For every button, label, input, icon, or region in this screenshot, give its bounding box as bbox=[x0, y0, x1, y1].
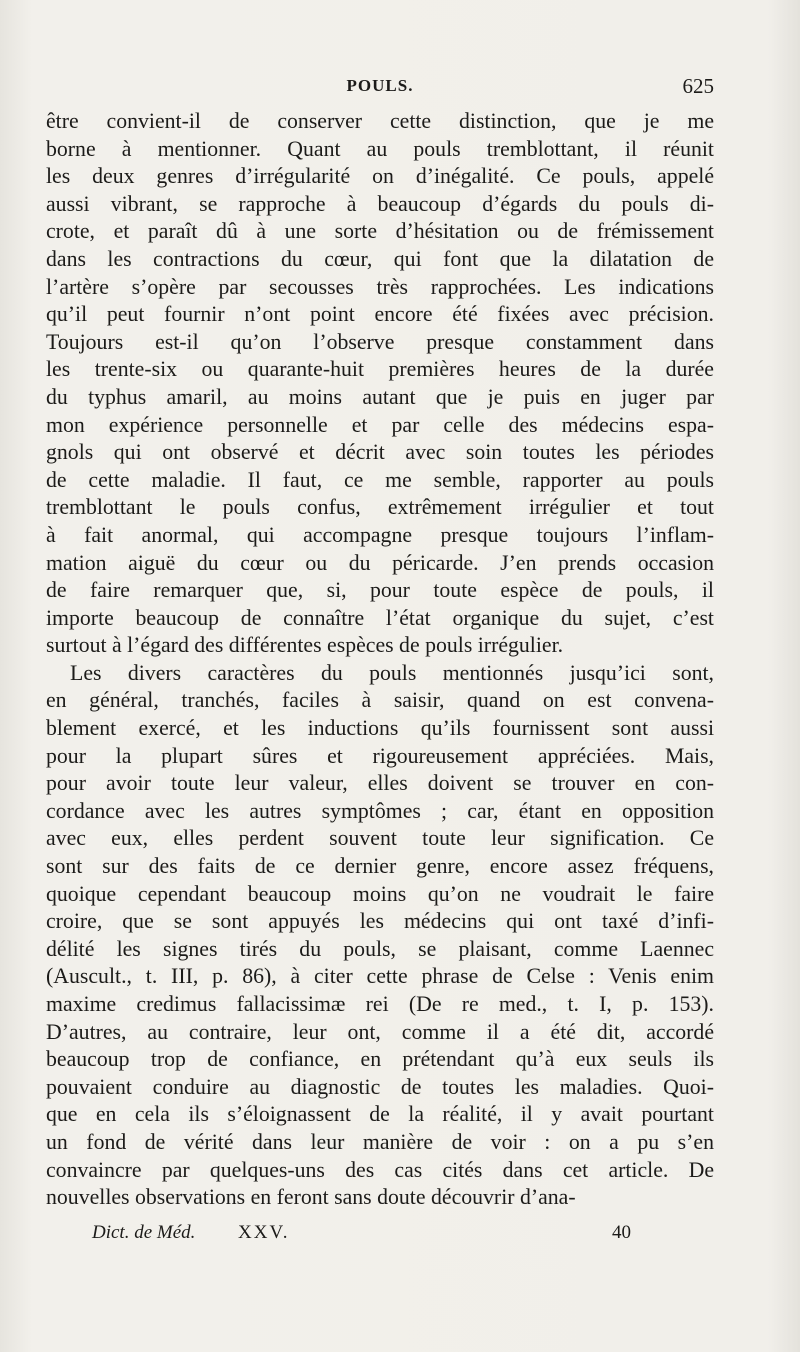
text-line: les deux genres d’irrégularité on d’inégalité. Ce pouls, appelé bbox=[46, 164, 714, 189]
text-line: en général, tranchés, faciles à saisir, quand on est convena- bbox=[46, 688, 714, 713]
page-footer bbox=[92, 1222, 652, 1250]
page-header bbox=[46, 76, 714, 102]
text-line: Toujours est-il qu’on l’observe presque constamment dans bbox=[46, 329, 714, 354]
text-line: blement exercé, et les inductions qu’ils fournissent sont aussi bbox=[46, 716, 714, 741]
text-line: mation aiguë du cœur ou du péricarde. J’en prends occasion bbox=[46, 550, 714, 575]
body-text bbox=[46, 108, 714, 1212]
text-line: à fait anormal, qui accompagne presque toujours l’inflam- bbox=[46, 522, 714, 547]
text-line: être convient-il de conserver cette distinction, que je me bbox=[46, 109, 714, 133]
text-line: dans les contractions du cœur, qui font que la dilatation de bbox=[46, 246, 714, 271]
text-line: sont sur des faits de ce dernier genre, encore assez fréquens, bbox=[46, 854, 714, 879]
text-line: du typhus amaril, au moins autant que je puis en juger par bbox=[46, 384, 714, 409]
page-number: 625 bbox=[682, 74, 714, 98]
text-line: crote, et paraît dû à une sorte d’hésitation ou de frémissement bbox=[46, 219, 714, 244]
text-line: pouvaient conduire au diagnostic de toutes les maladies. Quoi- bbox=[46, 1074, 714, 1099]
text-line: Les divers caractères du pouls mentionnés jusqu’ici sont, bbox=[70, 660, 714, 685]
text-line: que en cela ils s’éloignassent de la réalité, il y avait pourtant bbox=[46, 1102, 714, 1127]
text-line: de faire remarquer que, si, pour toute espèce de pouls, il bbox=[46, 578, 714, 603]
text-line: délité les signes tirés du pouls, se plaisant, comme Laennec bbox=[46, 936, 714, 961]
text-line: les trente-six ou quarante-huit premières heures de la durée bbox=[46, 357, 714, 382]
text-line: croire, que se sont appuyés les médecins qui ont taxé d’infi- bbox=[46, 909, 714, 934]
text-line: nouvelles observations en feront sans doute découvrir d’ana- bbox=[46, 1185, 576, 1210]
signature-mark: Dict. de Méd. bbox=[92, 1222, 196, 1243]
text-line: aussi vibrant, se rapproche à beaucoup d’égards du pouls di- bbox=[46, 191, 714, 216]
text-line: avec eux, elles perdent souvent toute leur signification. Ce bbox=[46, 826, 714, 851]
running-title: POULS. bbox=[346, 76, 414, 95]
text-line: surtout à l’égard des différentes espèces de pouls irrégulier. bbox=[46, 633, 564, 658]
text-line: pour avoir toute leur valeur, elles doivent se trouver en con- bbox=[46, 771, 714, 796]
text-line: borne à mentionner. Quant au pouls tremblottant, il réunit bbox=[46, 136, 714, 161]
text-line: beaucoup trop de confiance, en prétendant qu’à eux seuls ils bbox=[46, 1047, 714, 1072]
text-line: qu’il peut fournir n’ont point encore été fixées avec précision. bbox=[46, 302, 714, 327]
text-line: (Auscult., t. III, p. 86), à citer cette phrase de Celse : Venis enim bbox=[46, 964, 714, 989]
text-line: l’artère s’opère par secousses très rapprochées. Les indications bbox=[46, 274, 714, 299]
text-line: convaincre par quelques-uns des cas cités dans cet article. De bbox=[46, 1157, 714, 1182]
text-line: D’autres, au contraire, leur ont, comme il a été dit, accordé bbox=[46, 1019, 714, 1044]
text-line: cordance avec les autres symptômes ; car, étant en opposition bbox=[46, 798, 714, 823]
sheet-number: 40 bbox=[612, 1222, 631, 1243]
text-line: mon expérience personnelle et par celle des médecins espa- bbox=[46, 412, 714, 437]
text-line: quoique cependant beaucoup moins qu’on ne voudrait le faire bbox=[46, 881, 714, 906]
text-line: pour la plupart sûres et rigoureusement appréciées. Mais, bbox=[46, 743, 714, 768]
text-line: tremblottant le pouls confus, extrêmement irrégulier et tout bbox=[46, 495, 714, 520]
volume-number: XXV. bbox=[238, 1222, 290, 1243]
text-line: un fond de vérité dans leur manière de voir : on a pu s’en bbox=[46, 1129, 714, 1154]
text-line: importe beaucoup de connaître l’état organique du sujet, c’est bbox=[46, 605, 714, 630]
text-line: de cette maladie. Il faut, ce me semble, rapporter au pouls bbox=[46, 467, 714, 492]
text-line: gnols qui ont observé et décrit avec soin toutes les périodes bbox=[46, 440, 714, 465]
text-line: maxime credimus fallacissimæ rei (De re med., t. I, p. 153). bbox=[46, 992, 714, 1016]
